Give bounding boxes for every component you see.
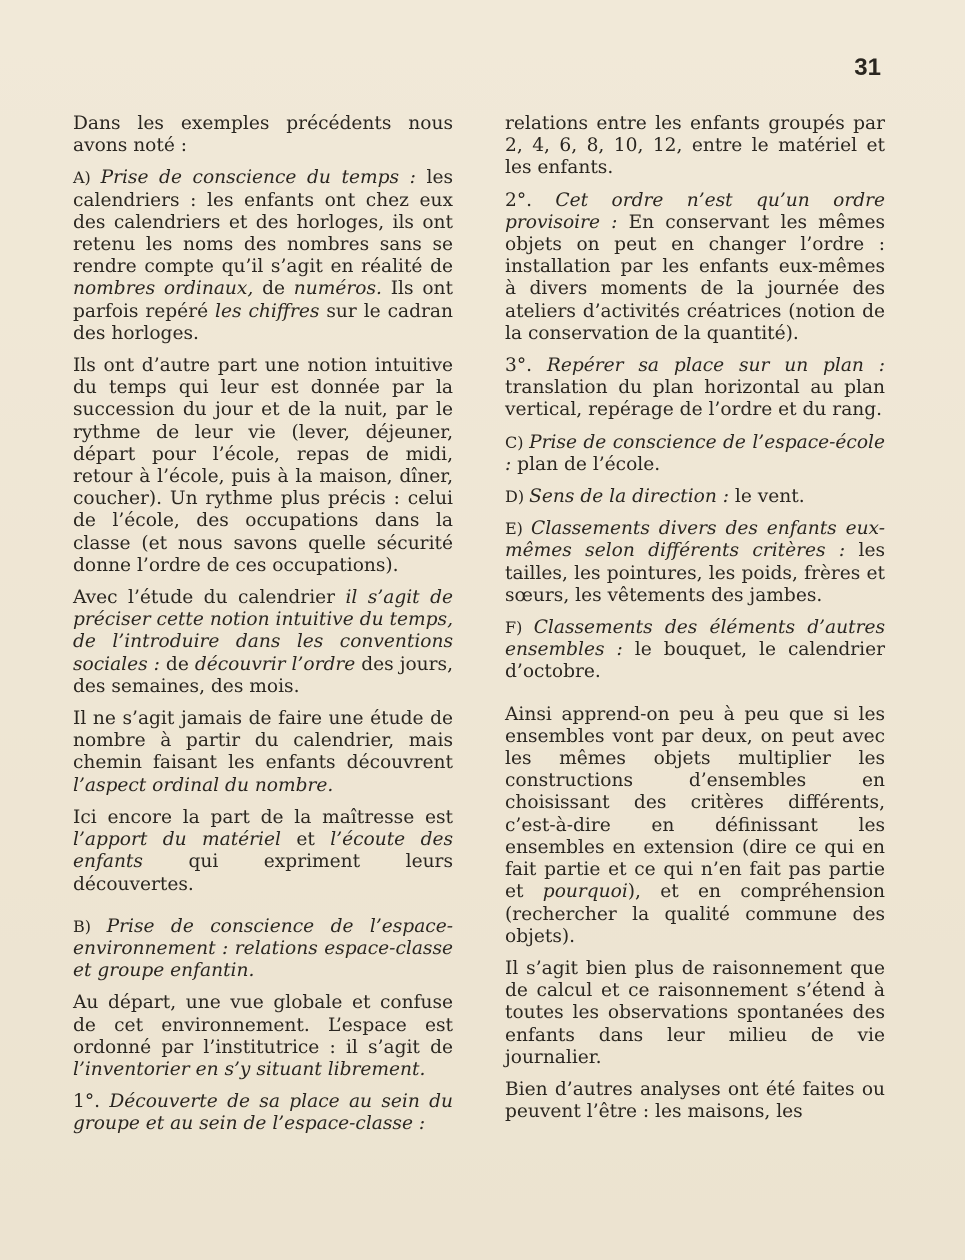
section-letter: F) (505, 618, 534, 638)
text-run: Ainsi apprend-on peu à peu que si les ensembles vont par deux, on peut avec les mêmes objets multiplier les constructions d’ensembles en choisissant des critères différents, c’est-à-dire en définissant les ensembles en extension (dire ce qui en fait partie et ce qui n’en fait pas partie et (505, 703, 885, 903)
paragraph-p3 (73, 355, 453, 577)
section-letter: B) (73, 916, 107, 936)
text-run: Il ne s’agit jamais de faire une étude de nombre à partir du calendrier, mais chemin faisant les enfants découvrent (73, 708, 453, 774)
text-run: de (159, 653, 195, 675)
italic-run: l’inventorier en s’y situant librement. (73, 1058, 426, 1080)
right-column (505, 113, 885, 1133)
paragraph-p5 (73, 708, 453, 797)
text-run: Au départ, une vue globale et confuse de cet environnement. L’espace est ordonné par l’institutrice : il s’agit de (73, 992, 453, 1058)
paragraph-p15 (505, 518, 885, 607)
paragraph-p16 (505, 617, 885, 684)
paragraph-p18 (505, 958, 885, 1069)
section-letter: E) (505, 519, 531, 539)
text-run: de (253, 278, 294, 300)
italic-run: Sens de la direction : (529, 486, 730, 508)
section-letter: A) (73, 168, 101, 188)
italic-run: Prise de conscience de l’espace-environnement : relations espace-classe et groupe enfantin. (73, 915, 453, 982)
text-run: ), et en compréhension (rechercher la qualité commune des objets). (505, 881, 885, 947)
text-run: 1°. (73, 1091, 110, 1113)
text-run: 2°. (505, 189, 556, 211)
italic-run: Classements divers des enfants eux-mêmes selon différents critères : (505, 518, 885, 562)
text-run: le vent. (729, 486, 805, 508)
text-run: relations entre les enfants groupés par 2, 4, 6, 8, 10, 12, entre le matériel et les enfants. (505, 113, 885, 179)
text-run: des jours, des semaines, des mois. (73, 653, 453, 697)
italic-run: numéros. (293, 278, 382, 300)
section-letter: C) (505, 432, 530, 452)
paragraph-p17 (505, 704, 885, 948)
text-run: les calendriers : les enfants ont chez eux des calendriers et des horloges, ils ont retenu les noms des nombres sans se rendre compte qu’il s’agit en réalité de (73, 167, 454, 278)
paragraph-p9 (73, 1091, 453, 1135)
paragraph-p6 (73, 807, 453, 896)
page-number: 31 (854, 54, 881, 81)
text-run: sur le cadran des horloges. (73, 300, 453, 344)
text-run: Ici encore la part de la maîtresse est (73, 806, 453, 828)
italic-run: l’apport du matériel (73, 829, 281, 851)
text-run: Avec l’étude du calendrier (73, 587, 346, 609)
text-run: Bien d’autres analyses ont été faites ou peuvent l’être : les maisons, les (505, 1078, 885, 1123)
paragraph-p13 (505, 432, 885, 476)
paragraph-p8 (73, 992, 453, 1081)
text-run: Dans les exemples précédents nous avons noté : (73, 113, 453, 157)
text-run: et (280, 829, 331, 851)
italic-run: Classements des éléments d’autres ensembles : (505, 617, 885, 661)
left-column (73, 113, 453, 1146)
text-run: 3°. (505, 355, 547, 377)
paragraph-p7 (73, 916, 453, 983)
italic-run: Cet ordre n’est qu’un ordre provisoire : (505, 189, 885, 233)
text-run: plan de l’école. (511, 453, 661, 475)
text-run: les tailles, les pointures, les poids, frères et sœurs, les vêtements des jambes. (505, 540, 886, 606)
paragraph-p1 (73, 113, 453, 157)
text-run: qui expriment leurs découvertes. (73, 851, 453, 895)
section-letter: D) (505, 487, 530, 507)
text-run: translation du plan horizontal au plan vertical, repérage de l’ordre et du rang. (505, 377, 885, 421)
italic-run: nombres ordinaux, (73, 278, 254, 300)
italic-run: les chiffres (215, 300, 320, 322)
italic-run: l’aspect ordinal du nombre. (73, 774, 334, 796)
italic-run: découvrir l’ordre (194, 653, 356, 675)
paragraph-p4 (73, 587, 453, 698)
text-run: le bouquet, le calendrier d’octobre. (505, 639, 885, 683)
paragraph-p10 (505, 113, 885, 180)
paragraph-p11 (505, 190, 885, 345)
italic-run: l’écoute des enfants (73, 829, 454, 873)
text-run: En conservant les mêmes objets on peut en changer l’ordre : installation par les enfants eux-mêmes à divers moments de la journée des ateliers d’activités créatrices (notion de la conservation de la quantité). (505, 211, 885, 344)
text-run: Ils ont d’autre part une notion intuitive du temps qui leur est donnée par la succession du jour et de la nuit, par le rythme de leur vie (lever, déjeuner, départ pour l’école, repas de midi, retour à l’école, puis à la maison, dîner, coucher). Un rythme plus précis : celui de l’école, des occupations dans la classe (et nous savons quelle sécurité donne l’ordre de ces occupations). (73, 355, 453, 576)
paragraph-p12 (505, 355, 885, 422)
italic-run: Prise de conscience de l’espace-école : (505, 431, 885, 475)
italic-run: il s’agit de préciser cette notion intuitive du temps, de l’introduire dans les conventions sociales : (73, 587, 453, 675)
paragraph-p2 (73, 167, 453, 345)
paragraph-p14 (505, 486, 885, 508)
italic-run: Prise de conscience du temps : (100, 167, 416, 189)
text-run: Ils ont parfois repéré (73, 278, 453, 322)
italic-run: Repérer sa place sur un plan : (546, 355, 885, 377)
italic-run: pourquoi (542, 881, 628, 903)
italic-run: Découverte de sa place au sein du groupe et au sein de l’espace-classe : (73, 1091, 454, 1135)
text-run: Il s’agit bien plus de raisonnement que de calcul et ce raisonnement s’étend à toutes les observations spontanées des enfants dans leur milieu de vie journalier. (505, 957, 885, 1068)
paragraph-p19 (505, 1079, 885, 1123)
